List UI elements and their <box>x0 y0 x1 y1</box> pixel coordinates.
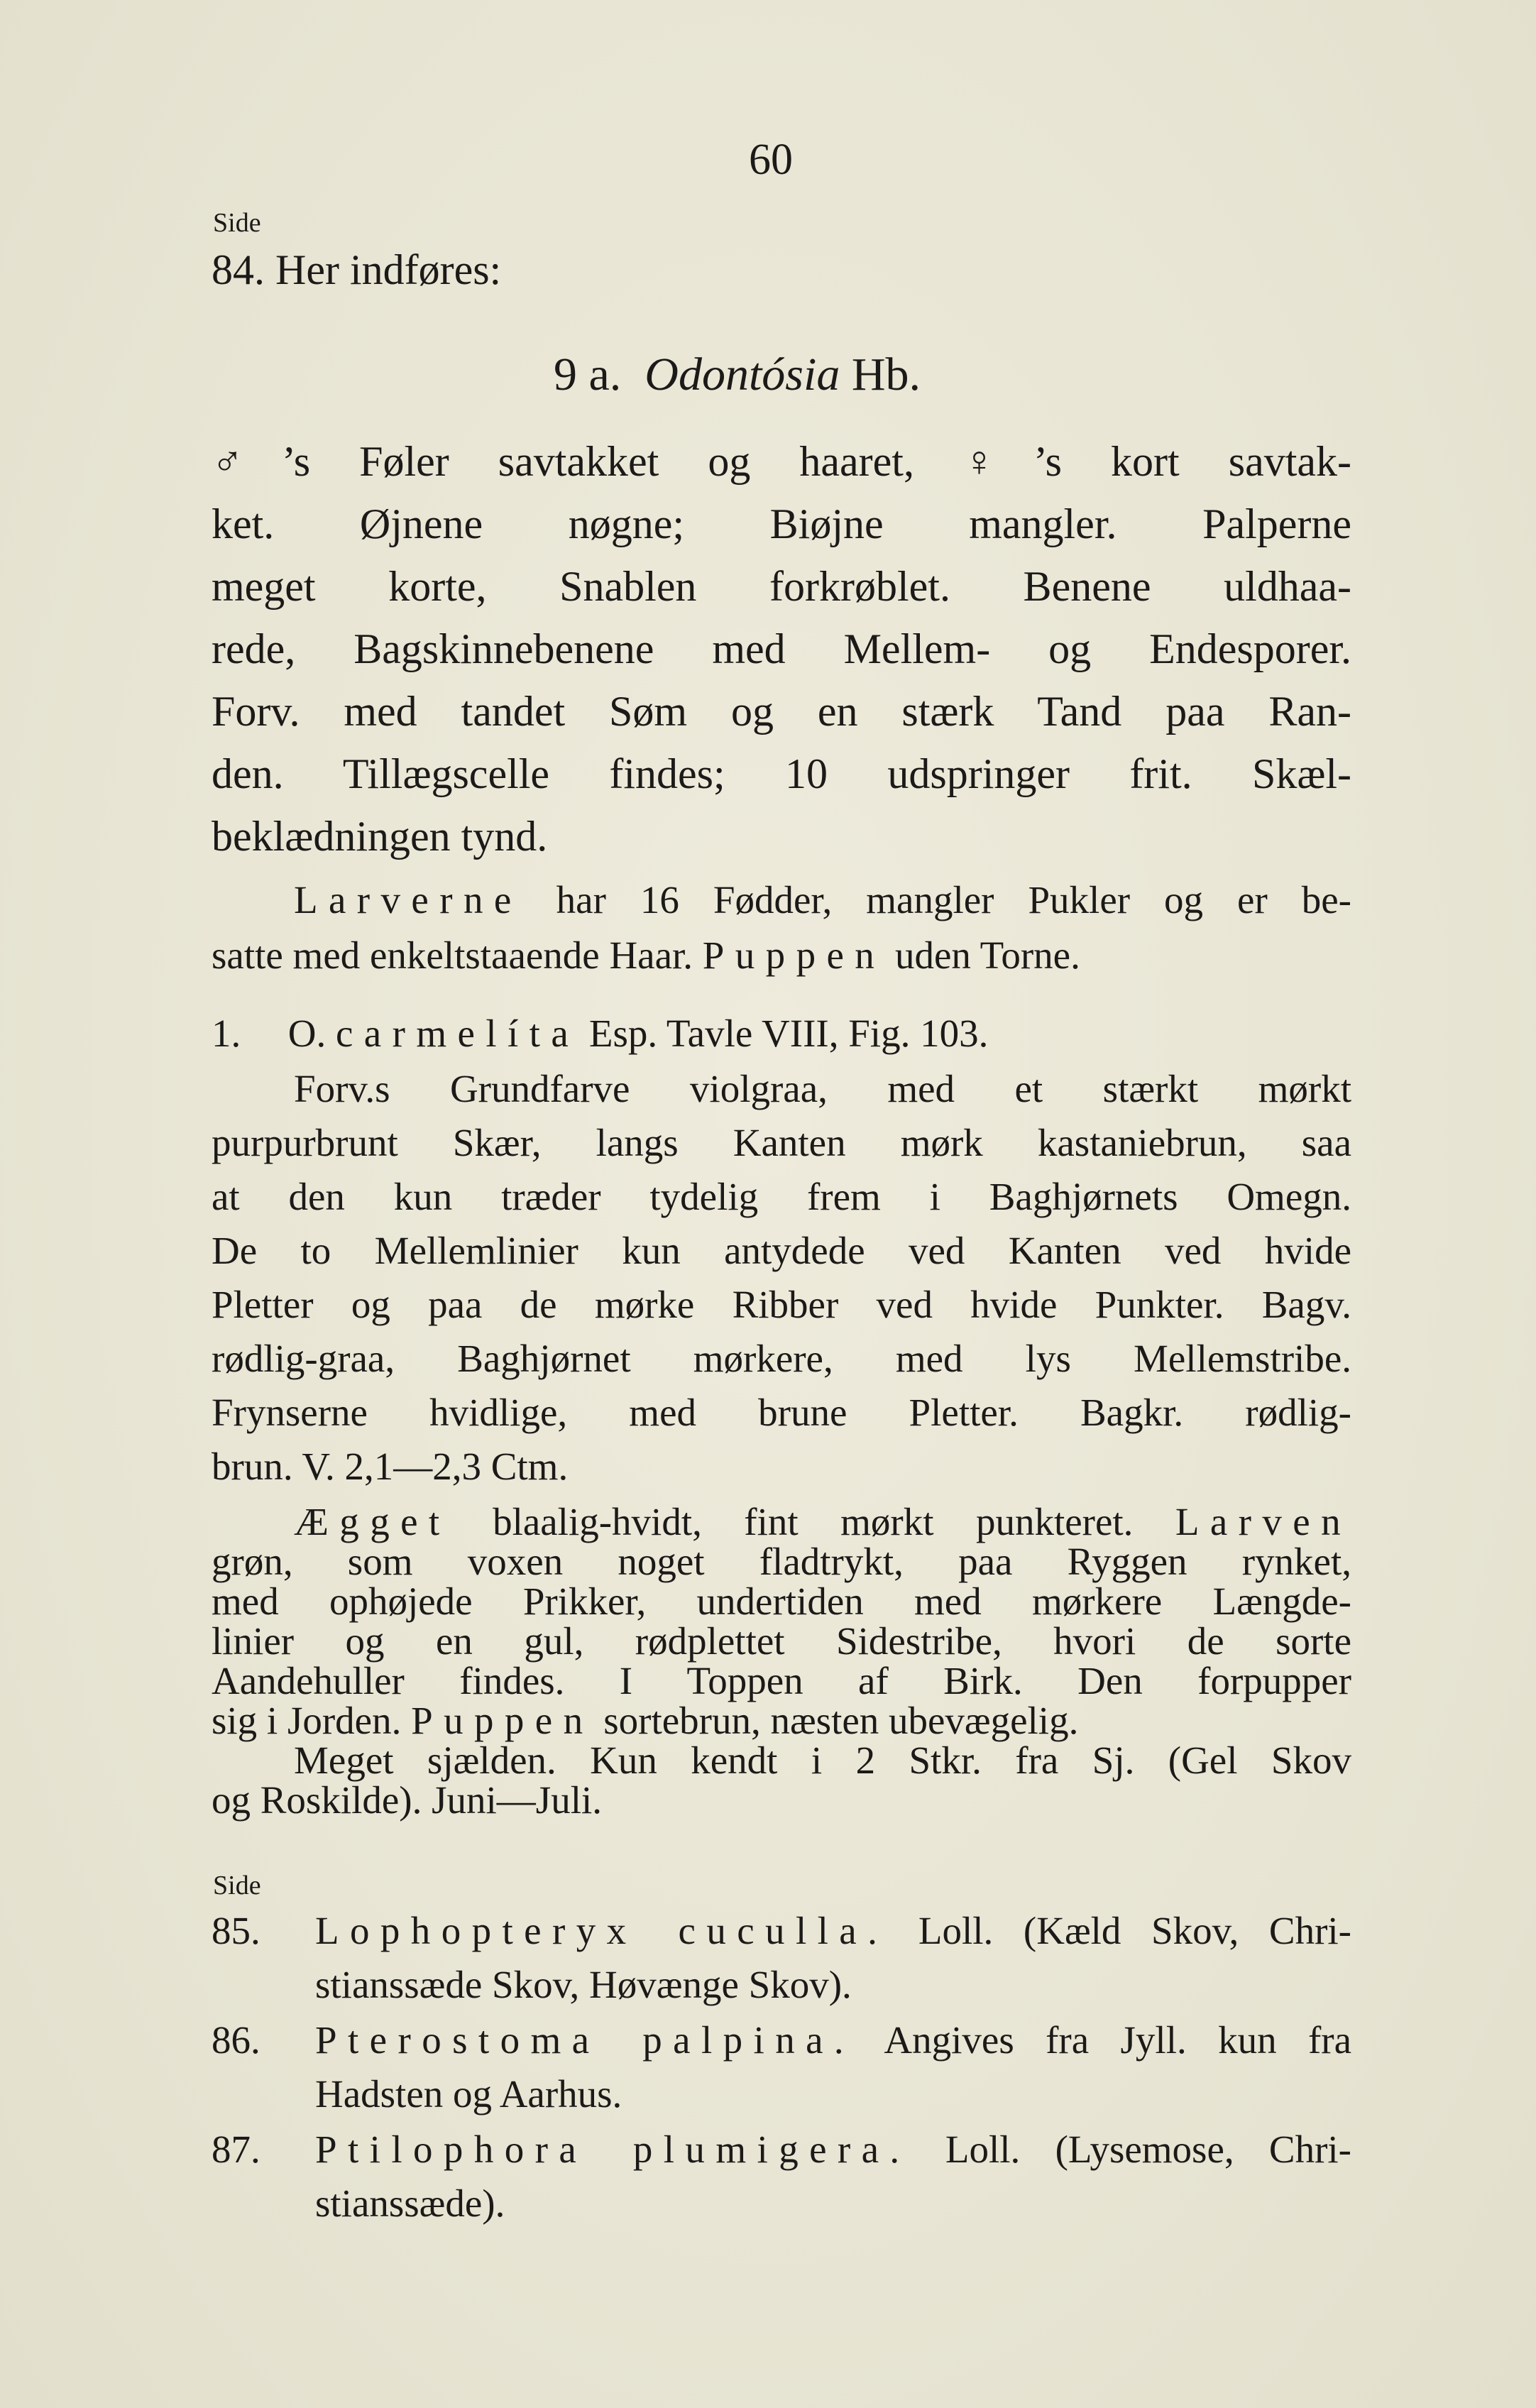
entry-number: 87. <box>212 2128 260 2171</box>
rarity-line: og Roskilde). Juni—Juli. <box>212 1778 603 1822</box>
species-description-line: purpurbrunt Skær, langs Kanten mørk kastaniebrun, saa <box>212 1121 1351 1164</box>
species-genus: O. <box>287 1012 327 1055</box>
species-description-line: Forv.s Grundfarve violgraa, med et stærkt mørkt <box>294 1067 1351 1110</box>
egg-text: sig i Jorden. <box>212 1699 402 1742</box>
entry-84 <box>212 248 1351 291</box>
genus-description-line: ♂’s Føler savtakket og haaret, ♀’s kort savtak- <box>212 438 1351 485</box>
entry-continuation: stianssæde Skov, Høvænge Skov). <box>315 1963 852 2006</box>
species-description-line: Frynserne hvidlige, med brune Pletter. Bagkr. rødlig- <box>212 1391 1351 1434</box>
larva-word: Larven <box>1175 1500 1352 1543</box>
entry-locality: Angives fra Jyll. kun fra <box>884 2018 1351 2062</box>
entry-continuation: Hadsten og Aarhus. <box>315 2072 622 2116</box>
entry-locality: Loll. (Kæld Skov, Chri- <box>918 1909 1351 1952</box>
larva-text: satte med enkeltstaaende Haar. <box>212 934 693 977</box>
entry-number: 86. <box>212 2018 260 2062</box>
entry-continuation: stianssæde). <box>315 2182 505 2225</box>
egg-text: blaalig-hvidt, fint mørkt punkteret. <box>493 1500 1134 1543</box>
egg-paragraph-line <box>294 1502 1351 1541</box>
larva-note-line <box>212 936 1351 975</box>
species-number: 1. <box>212 1012 241 1055</box>
egg-paragraph-line: med ophøjede Prikker, undertiden med mørkere Længde- <box>212 1580 1351 1623</box>
species-description-line: De to Mellemlinier kun antydede ved Kanten ved hvide <box>212 1229 1351 1272</box>
entry-number: 84. <box>212 246 265 293</box>
species-description-line: rødlig-graa, Baghjørnet mørkere, med lys Mellemstribe. <box>212 1337 1351 1380</box>
genus-name: Odontósia <box>644 349 840 400</box>
rarity-line: Meget sjælden. Kun kendt i 2 Stkr. fra Sj. (Gel Skov <box>294 1739 1351 1782</box>
species-description-line: brun. V. 2,1—2,3 Ctm. <box>212 1445 569 1488</box>
larva-note-line <box>294 880 1351 919</box>
egg-text: sortebrun, næsten ubevægelig. <box>603 1699 1079 1742</box>
egg-paragraph-line: linier og en gul, rødplettet Sidestribe, hvori de sorte <box>212 1619 1351 1663</box>
genus-heading <box>554 348 921 402</box>
genus-description-line: Forv. med tandet Søm og en stærk Tand paa Ran- <box>212 688 1351 735</box>
larva-word: Larverne <box>294 878 522 921</box>
entry-number: 85. <box>212 1909 260 1952</box>
pupa-word: Puppen <box>411 1699 594 1742</box>
egg-paragraph-line: grøn, som voxen noget fladtrykt, paa Ryggen rynket, <box>212 1540 1351 1583</box>
page-number: 60 <box>749 136 793 184</box>
entry-locality: Loll. (Lysemose, Chri- <box>945 2128 1351 2171</box>
genus-description-line: den. Tillægscelle findes; 10 udspringer frit. Skæl- <box>212 750 1351 797</box>
entry-species: Ptilophora plumigera. <box>315 2128 911 2171</box>
species-heading <box>212 1014 1351 1053</box>
entry-line <box>212 2018 1351 2062</box>
species-reference: Esp. Tavle VIII, Fig. 103. <box>588 1012 989 1055</box>
species-description-line: Pletter og paa de mørke Ribber ved hvide Punkter. Bagv. <box>212 1283 1351 1326</box>
entry-line <box>212 1911 1351 1950</box>
genus-description-line: ket. Øjnene nøgne; Biøjne mangler. Palperne <box>212 500 1351 547</box>
entry-line <box>212 2130 1351 2169</box>
egg-paragraph-line <box>212 1701 1351 1740</box>
side-label: Side <box>213 1871 261 1900</box>
egg-paragraph-line: Aandehuller findes. I Toppen af Birk. Den forpupper <box>212 1659 1351 1702</box>
egg-word: Ægget <box>294 1500 451 1543</box>
side-label: Side <box>213 208 261 238</box>
genus-number: 9 a. <box>554 349 622 400</box>
species-description-line: at den kun træder tydelig frem i Baghjørnets Omegn. <box>212 1175 1351 1218</box>
genus-author: Hb. <box>851 349 921 400</box>
pupa-word: Puppen <box>702 934 886 977</box>
species-epithet: carmelíta <box>335 1012 580 1055</box>
entry-species: Pterostoma palpina. <box>315 2018 855 2062</box>
larva-text: uden Torne. <box>894 934 1080 977</box>
larva-text: har 16 Fødder, mangler Pukler og er be- <box>556 878 1351 921</box>
genus-description-line: rede, Bagskinnebenene med Mellem- og Endesporer. <box>212 625 1351 672</box>
genus-description-line: beklædningen tynd. <box>212 813 548 860</box>
genus-description-line: meget korte, Snablen forkrøblet. Benene uldhaa- <box>212 563 1351 610</box>
entry-text: Her indføres: <box>275 246 502 293</box>
entry-species: Lophopteryx cuculla. <box>315 1909 889 1952</box>
